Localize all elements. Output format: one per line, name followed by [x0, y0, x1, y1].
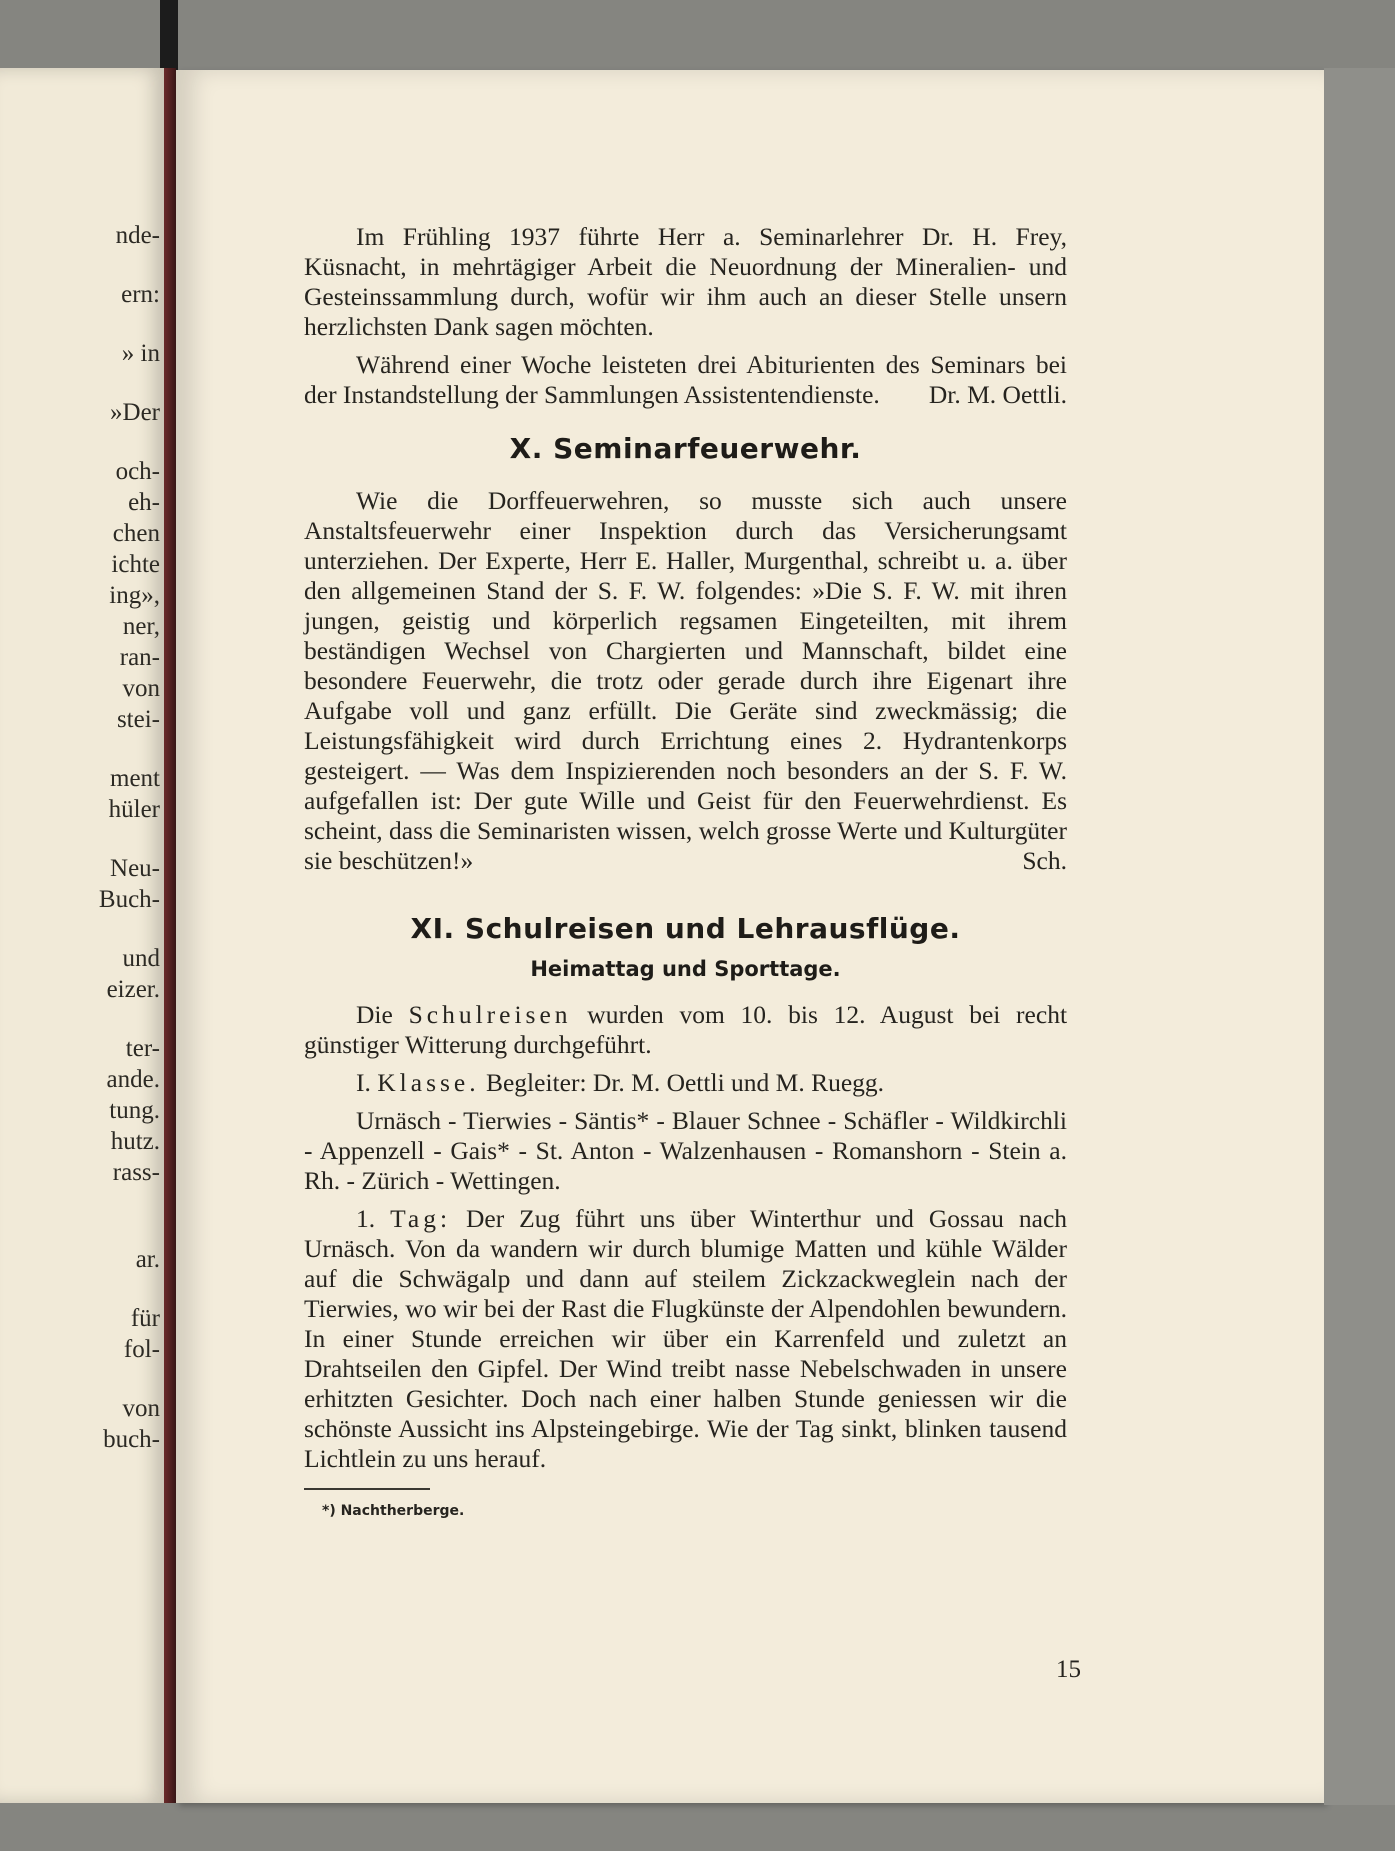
paragraph-frey: Im Frühling 1937 führte Herr a. Seminarlehrer Dr. H. Frey, Küsnacht, in mehrtägiger Arbeit die Neuordnung der Mineralien- und Gesteinssammlung durch, wofür wir ihm auch an dieser Stelle unsern herzlichsten Dank sagen möchten.: [304, 222, 1067, 341]
paragraph-klasse: [304, 1068, 1067, 1098]
binding-top: [160, 0, 178, 70]
subheading-heimattag: Heimattag und Sporttage.: [530, 957, 841, 981]
paragraph-tag1: [304, 1204, 1067, 1474]
left-page-fragment: [8, 915, 160, 943]
schulreisen-spaced: Schulreisen: [408, 1000, 572, 1029]
left-page-fragment: rass-: [112, 1159, 160, 1186]
left-page-fragment: von: [122, 1395, 160, 1422]
left-page-fragment: [8, 369, 160, 397]
klasse-rest: Begleiter: Dr. M. Oettli und M. Ruegg.: [485, 1068, 885, 1097]
left-page-fragment: [8, 251, 160, 279]
signature-sch: Sch.: [1022, 846, 1067, 875]
left-page-fragment: »Der: [110, 399, 160, 426]
right-background-edge: [1324, 68, 1395, 1805]
left-page-fragment: ande.: [106, 1066, 160, 1093]
paragraph-route: Urnäsch - Tierwies - Säntis* - Blauer Schnee - Schäfler - Wildkirchli - Appenzell - Gais* - St. Anton - Walzenhausen - Romanshorn - Stein a. Rh. - Zürich - Wettingen.: [304, 1106, 1067, 1195]
left-page-fragment: fol-: [123, 1336, 160, 1363]
left-page-fragment: » in: [121, 340, 160, 367]
right-page: [176, 70, 1324, 1803]
left-page-fragment: Neu-: [110, 855, 160, 882]
left-page-fragment: hutz.: [110, 1128, 160, 1155]
paragraph-abiturienten-text: Während einer Woche leisteten drei Abiturienten des Seminars bei der Instandstellung der Sammlungen Assistentendienste.: [304, 350, 1067, 409]
left-page-fragment: von: [122, 675, 160, 702]
left-page-fragment: und: [122, 945, 160, 972]
left-page-fragment: eizer.: [106, 976, 160, 1003]
page-number: 15: [1056, 1656, 1081, 1683]
left-page-fragment: hüler: [108, 796, 160, 823]
schulreisen-lead: Die: [356, 1000, 393, 1029]
left-page-fragment: och-: [115, 458, 160, 485]
left-page-text-fragments: [8, 220, 160, 1455]
tag1-lead: 1.: [356, 1204, 376, 1233]
left-page-fragment: nde-: [115, 222, 160, 249]
signature-oettli: Dr. M. Oettli.: [928, 380, 1067, 409]
left-page-fragment: [8, 735, 160, 763]
paragraph-feuerwehr: Wie die Dorffeuerwehren, so musste sich auch unsere Anstaltsfeuerwehr einer Inspektion durch das Versicherungsamt unterziehen. Der Experte, Herr E. Haller, Murgenthal, schreibt u. a. über den allgemeinen Stand der S. F. W. folgendes: »Die S. F. W. mit ihren jungen, geistig und körperlich regsamen Eingeteilten, mit ihrem beständigen Wechsel von Chargierten und Mannschaft, bildet eine besondere Feuerwehr, die trotz oder gerade durch ihre Eigenart ihre Aufgabe voll und ganz erfüllt. Die Geräte sind zweckmässig; die Leistungsfähigkeit wird durch Errichtung eines 2. Hydrantenkorps gesteigert. — Was dem Inspizierenden noch besonders an der S. F. W. aufgefallen ist: Der gute Wille und Geist für den Feuerwehrdienst. Es scheint, dass die Seminaristen wissen, welch grosse Werte und Kulturgüter sie beschützen!»: [304, 486, 1067, 875]
page-content: [304, 222, 1067, 1526]
left-page-fragment: eh-: [128, 489, 160, 516]
left-page-fragment: für: [130, 1305, 160, 1332]
left-page-fragment: [8, 1005, 160, 1033]
left-page-fragment: ran-: [119, 644, 160, 671]
heading-schulreisen: XI. Schulreisen und Lehrausflüge.: [410, 912, 961, 945]
left-page-fragment: [8, 825, 160, 853]
tag1-rest: Der Zug führt uns über Winterthur und Gossau nach Urnäsch. Von da wandern wir durch blumige Matten und kühle Wälder auf die Schwägalp und dann auf steilem Zickzackweglein nach der Tierwies, wo wir bei der Rast die Flugkünste der Alpendohlen bewundern. In einer Stunde erreichen wir über ein Karrenfeld und zuletzt an Drahtseilen den Gipfel. Der Wind treibt nasse Nebelschwaden in unsere erhitzten Gesichter. Doch nach einer halben Stunde geniessen wir die schönste Aussicht ins Alpsteingebirge. Wie der Tag sinkt, blinken tausend Lichtlein zu uns herauf.: [304, 1204, 1068, 1473]
left-page-fragment: ern:: [121, 281, 160, 308]
left-page-fragment: ing»,: [109, 582, 160, 609]
left-page-fragment: tung.: [109, 1097, 160, 1124]
left-page: [0, 68, 168, 1803]
tag1-spaced: Tag:: [390, 1204, 452, 1233]
left-page-fragment: [8, 1216, 160, 1244]
left-page-fragment: ment: [110, 765, 160, 792]
left-page-fragment: stei-: [116, 706, 160, 733]
klasse-lead: I.: [356, 1068, 371, 1097]
left-page-fragment: ichte: [111, 551, 160, 578]
footnote-rule: [304, 1488, 430, 1490]
left-page-fragment: buch-: [103, 1426, 160, 1453]
klasse-spaced: Klasse.: [377, 1068, 480, 1097]
left-page-fragment: [8, 428, 160, 456]
left-page-fragment: [8, 310, 160, 338]
left-page-fragment: ar.: [135, 1246, 160, 1273]
left-page-fragment: ter-: [125, 1035, 160, 1062]
heading-seminarfeuerwehr: X. Seminarfeuerwehr.: [509, 432, 862, 465]
left-page-fragment: ner,: [122, 613, 160, 640]
left-page-fragment: Buch-: [98, 886, 160, 913]
left-page-fragment: [8, 1275, 160, 1303]
left-page-fragment: [8, 1188, 160, 1216]
left-page-fragment: [8, 1365, 160, 1393]
book-binding: [164, 68, 176, 1803]
footnote-nachtherberge: *) Nachtherberge.: [322, 1503, 465, 1519]
left-page-fragment: chen: [112, 520, 160, 547]
schulreisen-rest: wurden vom 10. bis 12. August bei recht günstiger Witterung durchgeführt.: [304, 1000, 1068, 1059]
paragraph-schulreisen: [304, 1000, 1067, 1060]
